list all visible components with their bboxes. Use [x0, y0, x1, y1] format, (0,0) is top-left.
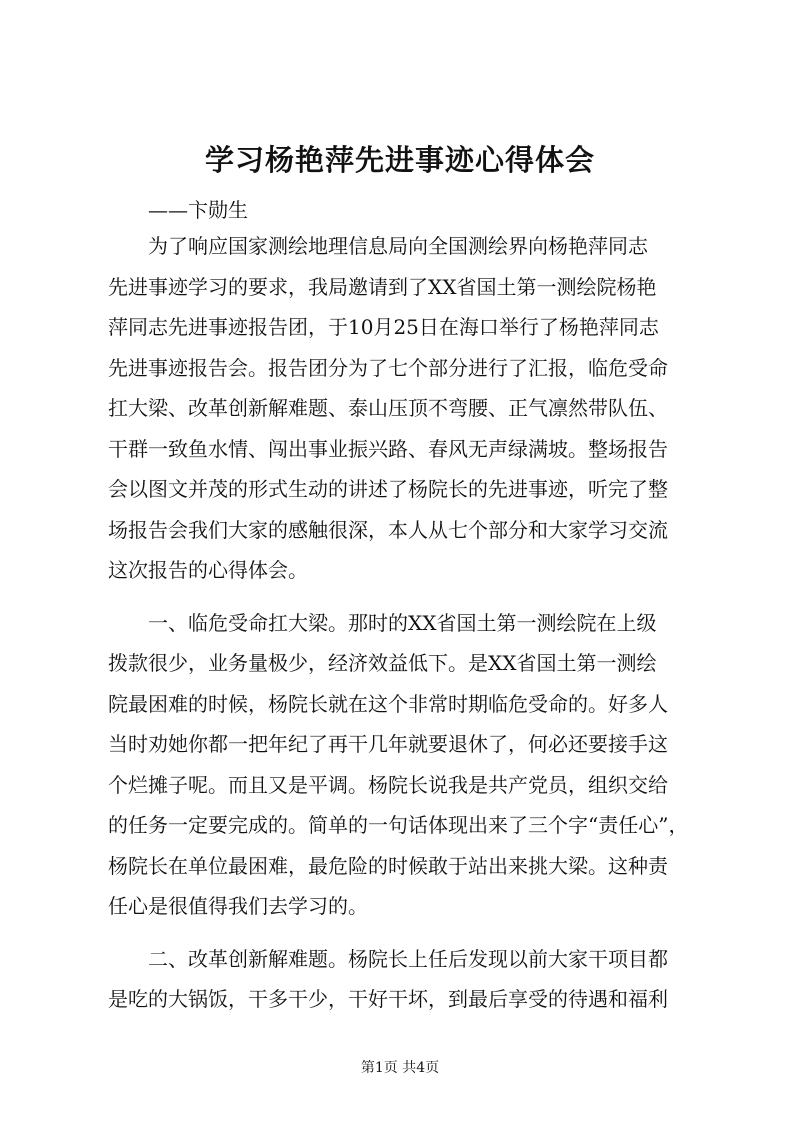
text-line: 任心是很值得我们去学习的。	[108, 894, 368, 918]
paragraph-spacer	[108, 591, 698, 603]
paragraph-1	[108, 226, 698, 591]
text-line: 场报告会我们大家的感触很深，本人从七个部分和大家学习交流	[108, 517, 668, 542]
author-line: ——卞勋生	[148, 198, 248, 222]
text-line: 是吃的大锅饭，干多干少，干好干坏，到最后享受的待遇和福利	[108, 987, 668, 1011]
text-line: 扛大梁、改革创新解难题、泰山压顶不弯腰、正气凛然带队伍、	[108, 396, 668, 420]
text-line: 杨院长在单位最困难，最危险的时候敢于站出来挑大梁。这种责	[108, 853, 668, 878]
text-line: 当时劝她你都一把年纪了再干几年就要退休了，何必还要接手这	[108, 732, 668, 756]
text-line: 为了响应国家测绘地理信息局向全国测绘界向杨艳萍同志	[108, 234, 648, 258]
paragraph-spacer	[108, 927, 698, 939]
paragraph-3	[108, 939, 698, 1020]
text-line: 这次报告的心得体会。	[108, 558, 308, 582]
text-line: 干群一致鱼水情、闯出事业振兴路、春风无声绿满坡。整场报告	[108, 436, 668, 461]
text-line: 的任务一定要完成的。简单的一句话体现出来了三个字“责任心”，	[108, 813, 689, 837]
text-line: 萍同志先进事迹报告团，于10月25日在海口举行了杨艳萍同志	[108, 315, 659, 339]
text-line: 拨款很少，业务量极少，经济效益低下。是XX省国土第一测绘	[108, 651, 657, 675]
text-line: 二、改革创新解难题。杨院长上任后发现以前大家干项目都	[108, 946, 668, 971]
text-line: 院最困难的时候，杨院长就在这个非常时期临危受命的。好多人	[108, 691, 668, 716]
paragraph-2	[108, 603, 698, 927]
text-line: 先进事迹报告会。报告团分为了七个部分进行了汇报，临危受命	[108, 355, 668, 380]
page-footer: 第1页 共4页	[360, 1060, 440, 1076]
text-line: 个烂摊子呢。而且又是平调。杨院长说我是共产党员，组织交给	[108, 772, 668, 797]
document-body	[108, 226, 698, 1020]
text-line: 会以图文并茂的形式生动的讲述了杨院长的先进事迹，听完了整	[108, 477, 668, 501]
text-line: 先进事迹学习的要求，我局邀请到了XX省国土第一测绘院杨艳	[108, 274, 657, 299]
document-title: 学习杨艳萍先进事迹心得体会	[204, 143, 595, 177]
text-line: 一、临危受命扛大梁。那时的XX省国土第一测绘院在上级	[108, 610, 657, 635]
